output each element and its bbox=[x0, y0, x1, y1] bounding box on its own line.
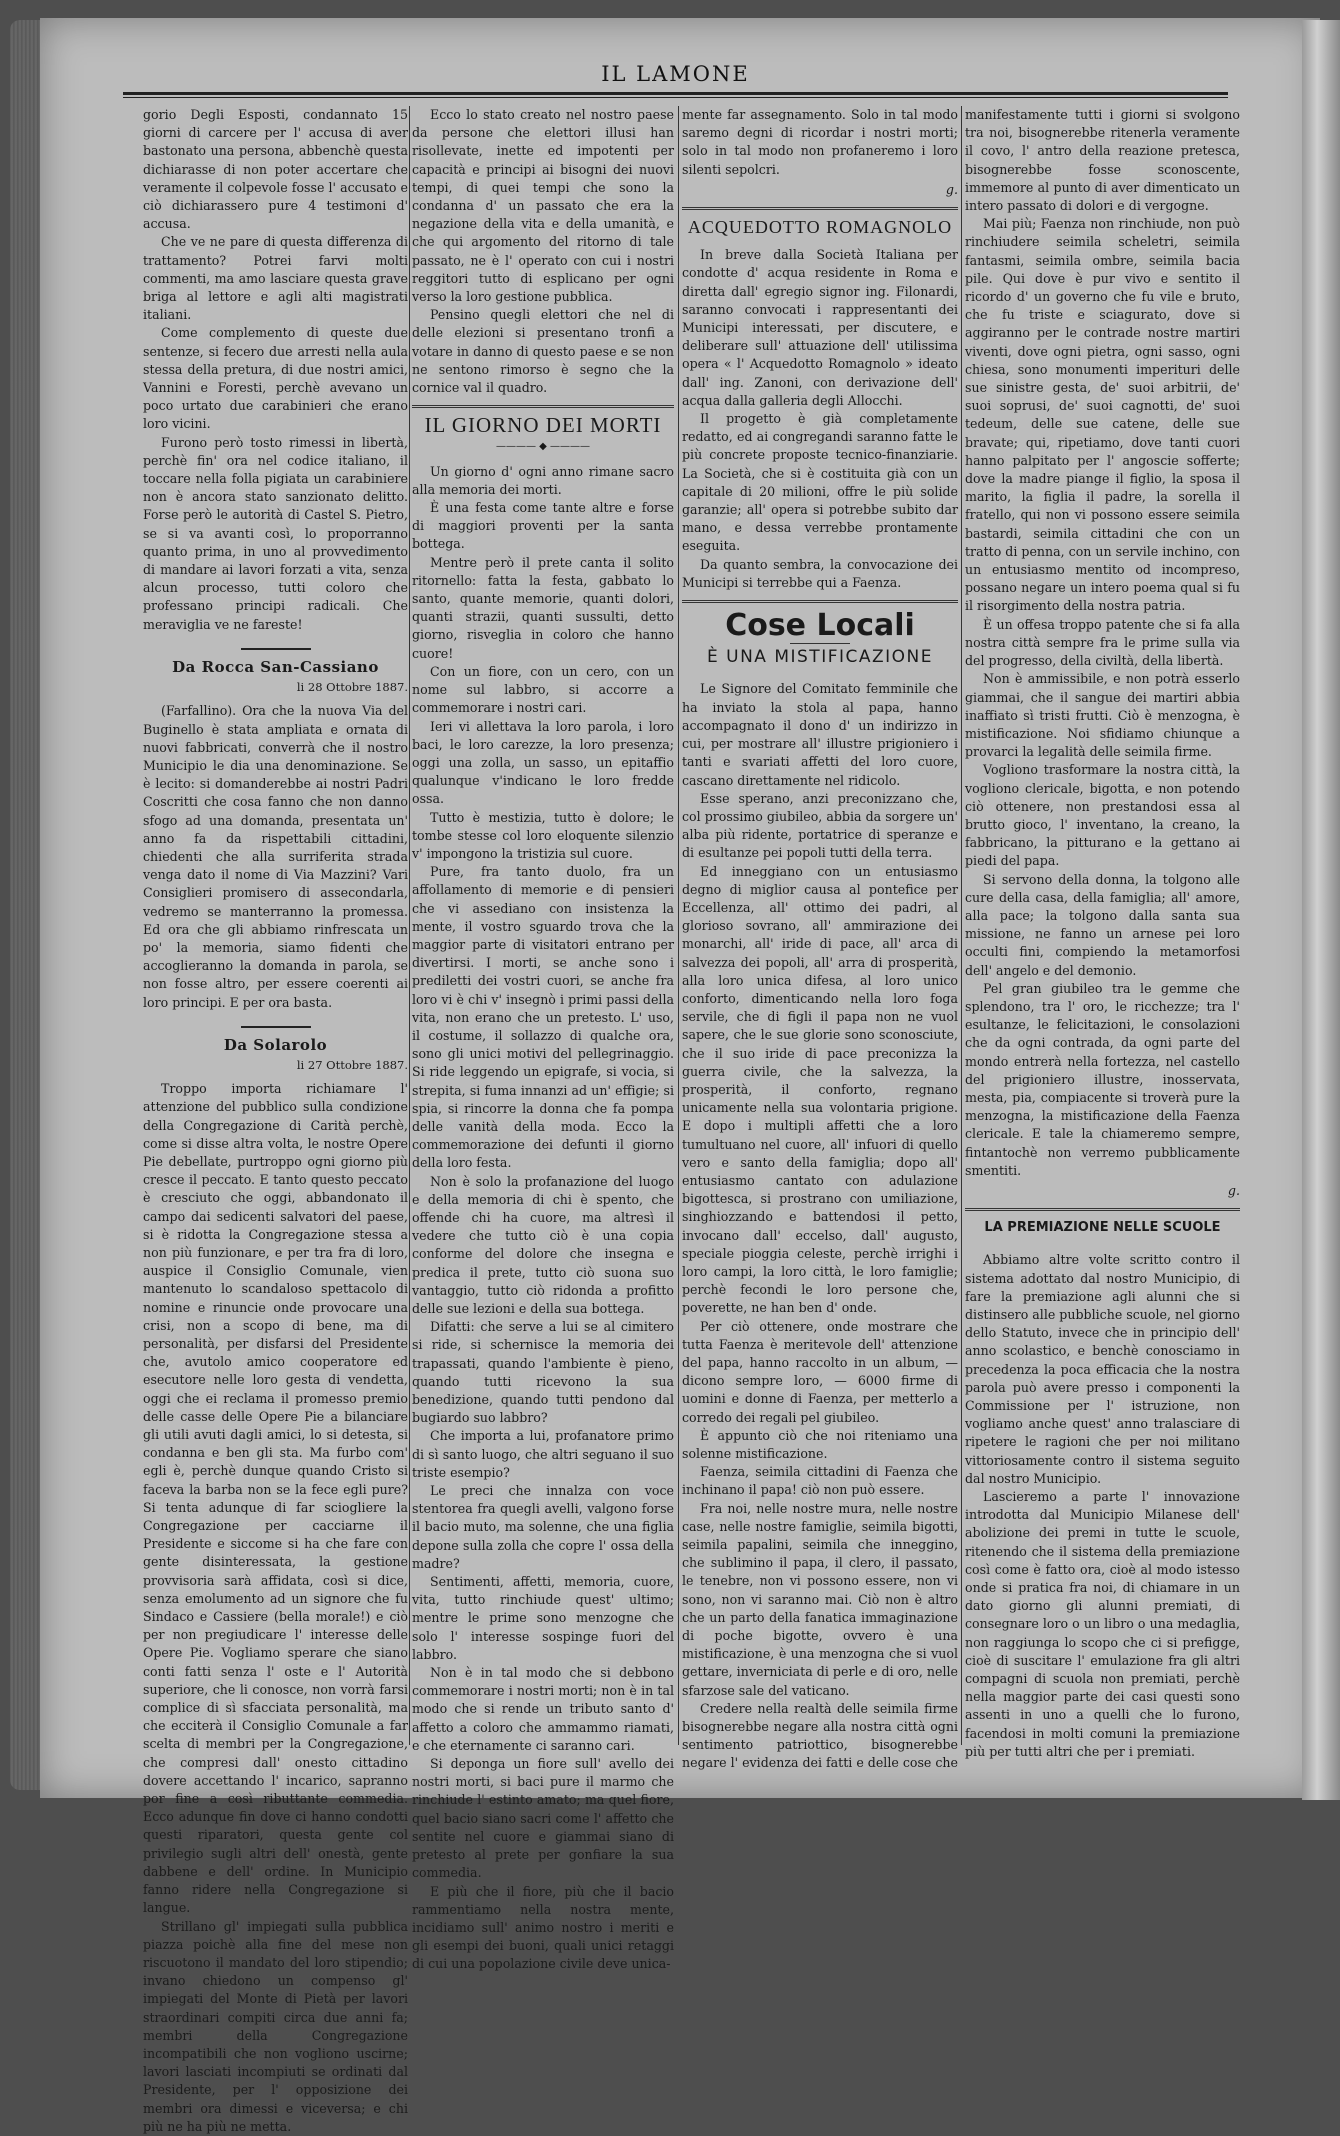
section-rule bbox=[682, 207, 958, 210]
paragraph: Pensino quegli elettori che nel di delle elezioni si presentano tronfi a votare in danno di questo paese e se non ne sentono rimorso è segno che la cornice val il quadro. bbox=[412, 307, 674, 396]
paragraph: Credere nella realtà delle seimila firme bisognerebbe negare alla nostra città ogni sentimento patriottico, bisognerebbe negare l' evidenza dei fatti e delle cose che bbox=[682, 1700, 958, 1771]
paragraph: Per ciò ottenere, onde mostrare che tutta Faenza è meritevole dell' attenzione del papa, hanno raccolto in un album, — dicono sempre loro, — 6000 firme di uomini e donne di Faenza, per metterlo a corredo dei regali pel giubileo. bbox=[682, 1318, 958, 1425]
masthead-rule bbox=[123, 92, 1228, 98]
paragraph: Le Signore del Comitato femminile che ha inviato la stola al papa, hanno accompagnato il dono d' un indirizzo in cui, per mostrare all' illustre prigioniero i tanti e svariati affetti del loro cuore, cascano direttamente nel ridicolo. bbox=[682, 681, 958, 788]
section-divider bbox=[241, 648, 311, 650]
paragraph: Come complemento di queste due sentenze, si fecero due arresti nella aula stessa della pretura, di due nostri amici, Vannini e Foresti, perchè avevano un poco urtato due carabinieri che erano loro vicini. bbox=[143, 325, 408, 432]
paragraph: È appunto ciò che noi riteniamo una solenne mistificazione. bbox=[682, 1427, 958, 1462]
rocca-heading: Da Rocca San-Cassiano bbox=[172, 657, 379, 676]
morti-heading: IL GIORNO DEI MORTI bbox=[424, 413, 662, 438]
paragraph: Strillano gl' impiegati sulla pubblica piazza poichè alla fine del mese non riscuotono il mandato del loro stipendio; invano chiedono un compenso gl' impiegati del Monte di Pietà per lavori straordinari compiti circa due anni fa; membri della Congregazione incompatibili che non vogliono uscirne; lavori lasciati incompiuti se ordinati dal Presidente, per l' opposizione dei membri ora dimessi e viceversa; e chi più ne ha più ne metta. bbox=[143, 1918, 408, 2134]
section-divider bbox=[241, 1026, 311, 1028]
paragraph: In breve dalla Società Italiana per condotte d' acqua residente in Roma e diretta dall' egregio signor ing. Filonardi, saranno convocati i rappresentanti dei Municipi interessati, per discutere, e deliberare sull' attuazione dell' utilissima opera « l' Acquedotto Romagnolo » ideato dall' ing. Zanoni, con derivazione dell' acqua dalla galleria degli Allocchi. bbox=[682, 247, 958, 408]
column-4 bbox=[965, 106, 1240, 1759]
paragraph: Sentimenti, affetti, memoria, cuore, vita, tutto rinchiude quest' ultimo; mentre le prime sono menzogne che solo l' interesse sospinge fuori del labbro. bbox=[412, 1574, 674, 1662]
acquedotto-heading: ACQUEDOTTO ROMAGNOLO bbox=[687, 217, 953, 238]
paragraph: Troppo importa richiamare l' attenzione del pubblico sulla condizione della Congregazione di Carità perchè, come si disse altra volta, le nostre Opere Pie debellate, purtroppo ogni giorno più cresce il peccato. E tanto questo peccato è cresciuto che oggi, abbandonato il campo dai sedicenti salvatori del paese, si è ridotta la Congregazione stessa a non più funzionare, e per tra fra di loro, auspice il Consiglio Comunale, vien mantenuto lo scandaloso spettacolo di nomine e rinuncie onde provocare una crisi, non a scopo di bene, ma di personalità, per disfarsi del Presidente che, avutolo amico cooperatore ed esecutore nelle loro gesta di vendetta, oggi che ei reclama il promesso premio delle casse delle Opere Pie a bilanciare gli utili avuti dagli amici, lo si detesta, si condanna e ben gli sta. Ma furbo com' egli è, perchè dunque quando Cristo si faceva la barba non se la fece egli pure? Si tenta adunque di far sciogliere la Congregazione per cacciarne il Presidente e siccome si ha che fare con gente disinteressata, la gestione provvisoria sarà affidata, così si dice, senza emolumento ad un signore che fu Sindaco e Cassiere (bella morale!) e ciò per non pregiudicare l' interesse delle Opere Pie. Vogliamo sperare che siano conti fatti senza l' oste e l' Autorità superiore, che li conosce, non vorrà farsi complice di sì sfacciata personalità, ma che ecciterà il Consiglio Comunale a far scelta di membri per la Congregazione, che compresi dall' onesto cittadino dovere accettando l' incarico, sapranno por fine a così ributtante commedia. Ecco adunque fin dove ci hanno condotti questi riparatori, questa gente col privilegio sugli altri dell' onestà, gente dabbene e dell' ordine. In Municipio fanno ridere nella Congregazione si langue. bbox=[143, 1081, 408, 1916]
rocca-dateline: li 28 Ottobre 1887. bbox=[296, 680, 408, 695]
paragraph: Lascieremo a parte l' innovazione introdotta dal Municipio Milanese dell' abolizione dei premi in tutte le scuole, ritenendo che il sistema della premiazione così come è fatto ora, cioè al modo istesso onde si pratica fra noi, di chiamare in un dato giorno gli alunni premiati, di consegnare loro o un libro o una medaglia, non raggiunga lo scopo che ci si prefigge, cioè di suscitare l' emulazione fra gli altri compagni di scuola non premiati, perchè nella maggior parte dei casi questi sono assenti in uno a quelli che lo furono, facendosi in molti comuni la premiazione più per tutti altri che per i premiati. bbox=[965, 1489, 1240, 1759]
paragraph: Un giorno d' ogni anno rimane sacro alla memoria dei morti. bbox=[412, 463, 674, 497]
signature: g. bbox=[1227, 1182, 1240, 1198]
paragraph: Fra noi, nelle nostre mura, nelle nostre case, nelle nostre famiglie, seimila bigotti, seimila papalini, seimila che inneggino, che sublimino il papa, il clero, il passato, le tenebre, non vi possono essere, non vi sono, non vi saranno mai. Ciò non è altro che un parto della fanatica immaginazione di poche bigotte, ovvero è una mistificazione, è una menzogna che si vuol gettare, inverniciata di perle e di oro, nelle sfarzose sale del vaticano. bbox=[682, 1500, 958, 1698]
paragraph: Da quanto sembra, la convocazione dei Municipi si terrebbe qui a Faenza. bbox=[682, 556, 958, 590]
facing-page-edge bbox=[1302, 20, 1340, 1800]
paragraph: Che ve ne pare di questa differenza di trattamento? Potrei farvi molti commenti, ma amo lasciare questa grave briga al lettore e agli alti magistrati italiani. bbox=[143, 234, 408, 323]
signature: g. bbox=[945, 181, 958, 197]
paragraph: Esse sperano, anzi preconizzano che, col prossimo giubileo, abbia da sorgere un' alba più ridente, portatrice di speranze e di esultanze pei popoli tutti della terra. bbox=[682, 790, 958, 861]
paragraph: gorio Degli Esposti, condannato 15 giorni di carcere per l' accusa di aver bastonato una persona, abbenchè questa dichiarasse di non poter accertare che veramente il colpevole fosse l' accusato e ciò dichiarassero pure 4 testimoni d' accusa. bbox=[143, 107, 408, 232]
paragraph: Non è ammissibile, e non potrà esserlo giammai, che il sangue dei martiri abbia inaffiato sì tristi frutti. Ciò è menzogna, è mistificazione. Noi sfidiamo chiunque a provarci la legalità delle seimila firme. bbox=[965, 671, 1240, 760]
paragraph: Ieri vi allettava la loro parola, i loro baci, le loro carezze, la loro presenza; oggi una zolla, un sasso, un epitaffio qualunque v'indicano le loro fredde ossa. bbox=[412, 718, 674, 807]
paragraph: Vogliono trasformare la nostra città, la vogliono clericale, bigotta, e non potendo ciò ottenere, non prestandosi essa al brutto gioco, l' inventano, la creano, la fabbricano, la pitturano e la gettano ai piedi del papa. bbox=[965, 762, 1240, 869]
paragraph: Ecco lo stato creato nel nostro paese da persone che elettori illusi han risollevate, inette ed impotenti per capacità e principi ai bisogni dei nuovi tempi, di quei tempi che sono la condanna d' un passato che era la negazione della vita e della umanità, e che qui argomento del ritorno di tale passato, ne è l' operato con cui i nostri reggitori tutto di esplicano per ogni verso la loro gestione pubblica. bbox=[412, 107, 674, 305]
paragraph: Faenza, seimila cittadini di Faenza che inchinano il papa! ciò non può essere. bbox=[682, 1464, 958, 1498]
paragraph: Che importa a lui, profanatore primo di sì santo luogo, che altri seguano il suo triste esempio? bbox=[412, 1428, 674, 1480]
paragraph: Con un fiore, con un cero, con un nome sul labbro, si accorre a commemorare i nostri cari. bbox=[412, 663, 674, 716]
paragraph: Il progetto è già completamente redatto, ed ai congregandi saranno fatte le più concrete proposte tecnico-finanziarie. La Società, che si è costituita già con un capitale di 20 milioni, offre le più solide garanzie; all' opera si potrebbe subito dar mano, e dessa verrebbe prontamente eseguita. bbox=[682, 411, 958, 554]
solarolo-dateline: li 27 Ottobre 1887. bbox=[296, 1057, 408, 1072]
solarolo-heading: Da Solarolo bbox=[223, 1035, 328, 1054]
section-rule bbox=[412, 405, 674, 408]
column-divider bbox=[678, 106, 679, 1745]
section-rule bbox=[965, 1208, 1240, 1211]
paragraph: Non è solo la profanazione del luogo e della memoria di chi è spento, che offende chi ha cuore, ma altresì il vedere che tutto ciò è una copia conforme del dolore che insegna e predica il prete, tutto ciò suona suo vantaggio, tutto ciò ridonda a profitto delle sue lezioni e della sua bottega. bbox=[412, 1173, 674, 1316]
paragraph: È un offesa troppo patente che si fa alla nostra città sempre fra le prime sulla via del progresso, della civiltà, della libertà. bbox=[965, 616, 1240, 669]
paragraph: manifestamente tutti i giorni si svolgono tra noi, bisognerebbe ritenerla veramente il covo, l' antro della reazione pretesca, bisognerebbe fosse sconoscente, immemore al punto di aver dimenticato un intero passato di dolori e di vergogne. bbox=[965, 107, 1240, 214]
masthead: IL LAMONE bbox=[601, 62, 750, 86]
column-divider bbox=[961, 106, 962, 1745]
premiazione-heading: LA PREMIAZIONE NELLE SCUOLE bbox=[984, 1220, 1221, 1236]
paragraph: Non è in tal modo che si debbono commemorare i nostri morti; non è in tal modo che si rende un tributo santo d' affetto a coloro che ammammo riamati, e che eternamente ci saranno cari. bbox=[412, 1665, 674, 1753]
paragraph: Abbiamo altre volte scritto contro il sistema adottato dal nostro Municipio, di fare la premiazione agli alunni che si distinsero alle pubbliche scuole, nel giorno dello Statuto, invece che in principio dell' anno scolastico, e benchè conosciamo in precedenza la poca efficacia che la nostra parola può avere presso i componenti la Commissione per l' istruzione, non vogliamo anche quest' anno tralasciare di ripetere le ragioni che per noi militano vittoriosamente contro il sistema seguito dal nostro Municipio. bbox=[965, 1252, 1240, 1486]
paragraph: Mentre però il prete canta il solito ritornello: fatta la festa, gabbato lo santo, quante memorie, quanti dolori, quanti strazii, quanti sussulti, detto giorno, risveglia in coloro che hanno cuore! bbox=[412, 554, 674, 661]
paragraph: (Farfallino). Ora che la nuova Via del Buginello è stata ampliata e ornata di nuovi fabbricati, converrà che il nostro Municipio le dia una denominazione. Se è lecito: si domanderebbe ai nostri Padri Coscritti che cosa fanno che non danno sfogo ad una domanda, presentata un' anno fa da rispettabili cittadini, chiedenti che alla surriferita strada venga dato il nome di Via Mazzini? Vari Consiglieri promisero di assecondarla, vedremo se manterranno la promessa. Ed ora che gli abbiamo rinfrescata un po' la memoria, siamo fidenti che accoglieranno la domanda in parola, se non fosse altro, per essere coerenti ai loro principi. E per ora basta. bbox=[143, 703, 408, 1010]
paragraph: Furono però tosto rimessi in libertà, perchè fin' ora nel codice italiano, il toccare nella folla pigiata un carabiniere non è ancora stato sanzionato delitto. Forse però le autorità di Castel S. Pietro, se si va avanti così, lo proporranno quanto prima, in uno al provvedimento di mandare ai lavori forzati a vita, senza alcun processo, tutti coloro che professano principi radicali. Che meraviglia ve ne fareste! bbox=[143, 434, 408, 632]
paragraph: Si deponga un fiore sull' avello dei nostri morti, si baci pure il marmo che rinchiude l' estinto amato; ma quel fiore, quel bacio siano sacri come l' affetto che sentite nel cuore e giammai siano di pretesto al prete per gonfiare la sua commedia. bbox=[412, 1756, 674, 1881]
cose-locali-heading: Cose Locali bbox=[725, 608, 915, 644]
paragraph: Difatti: che serve a lui se al cimitero si ride, si schernisce la memoria dei trapassati, quando l'ambiente è pieno, quando tutti ricevono la sua benedizione, quando tutti pendono dal bugiardo suo labbro? bbox=[412, 1319, 674, 1426]
paragraph: È una festa come tante altre e forse di maggiori proventi per la santa bottega. bbox=[412, 500, 674, 552]
paragraph: Si servono della donna, la tolgono alle cure della casa, della famiglia; all' amore, alla pace; la tolgono dalla santa sua missione, ne fanno un arnese pei loro occulti fini, compiendo la metamorfosi dell' angelo e del demonio. bbox=[965, 871, 1240, 978]
paragraph: mente far assegnamento. Solo in tal modo saremo degni di ricordar i nostri morti; solo in tal modo non profaneremo i loro silenti sepolcri. bbox=[682, 107, 958, 177]
paragraph: Mai più; Faenza non rinchiude, non può rinchiudere seimila scheletri, seimila fantasmi, seimila ombre, seimila bacia pile. Qui dove è pur vivo e sentito il ricordo d' un governo che fu vile e bruto, che fu triste e sciagurato, dove si aggiranno per le contrade nostre martiri viventi, dove ogni pietra, ogni sasso, ogni chiesa, sono monumenti imperituri delle sue sinistre gesta, de' suoi arbitrii, de' suoi soprusi, de' suoi cagnotti, de' suoi tedeum, delle sue catene, delle sue bravate; qui, ripetiamo, dove tanti cuori hanno palpitato per l' angoscie sofferte; dove la madre piange il figlio, la sposa il marito, la figlia il padre, la sorella il fratello, qui non vi possono essere seimila bastardi, seimila cittadini che con un tratto di penna, con un servile inchino, con un entusiasmo mentito od incompreso, possano negare un intero poema qual si fu il risorgimento della nostra patria. bbox=[965, 216, 1240, 614]
heading-underline bbox=[790, 643, 850, 644]
column-1 bbox=[143, 106, 408, 2134]
paragraph: Le preci che innalza con voce stentorea fra quegli avelli, valgono forse il bacio muto, ma solenne, che una figlia depone sulla zolla che copre l' ossa della madre? bbox=[412, 1483, 674, 1571]
column-2 bbox=[412, 106, 674, 1972]
column-divider bbox=[409, 106, 410, 1745]
paragraph: Ed inneggiano con un entusiasmo degno di miglior causa al pontefice per Eccellenza, all' ottimo dei padri, al glorioso sovrano, all' ammirazione dei monarchi, all' iride di pace, all' arca di salvezza dei popoli, all' arra di prosperità, alla loro unica difesa, al loro unico conforto, dimenticando nella loro foga servile, che di figli il papa non ne vuol sapere, che le sue glorie sono sconosciute, che il suo iride di pace preconizza la guerra civile, che la salvezza, la prosperità, il conforto, regnano unicamente nella sua volontaria prigione. E dopo i multipli affetti che a loro tumultuano nel cuore, all' infuori di quello vero e santo della famiglia; dopo all' entusiasmo cantato con adulazione bigottesca, si prostrano con umiliazione, singhiozzando e battendosi il petto, invocano dall' eccelso, dall' augusto, speciale pioggia celeste, perchè irrighi i loro campi, la loro città, le loro famiglie; perchè fecondi le loro persone che, poverette, ne han ben d' onde. bbox=[682, 863, 958, 1316]
section-rule bbox=[682, 600, 958, 603]
paragraph: Tutto è mestizia, tutto è dolore; le tombe stesse col loro eloquente silenzio v' impongono la tristizia sul cuore. bbox=[412, 809, 674, 861]
heading-flourish: ———— ◆ ———— bbox=[495, 441, 591, 453]
paragraph: Pel gran giubileo tra le gemme che splendono, tra l' oro, le ricchezze; tra l' esultanze, le felicitazioni, le consolazioni che da ogni contrada, da ogni parte del mondo entrerà nella fortezza, nel castello del prigioniero illustre, inosservata, mesta, pia, compiacente si troverà pure la menzogna, la mistificazione della Faenza clericale. E tale la chiameremo sempre, fintantochè non verremo pubblicamente smentiti. bbox=[965, 980, 1240, 1178]
paragraph: Pure, fra tanto duolo, fra un affollamento di memorie e di pensieri che vi assediano con insistenza la mente, il vostro sguardo trova che la maggior parte di visitatori entrano per divertirsi. I morti, se anche sono i prediletti dei vostri cuori, se anche fra loro vi è chi v' insegnò i primi passi della vita, non erano che un pretesto. L' uso, il costume, il sollazzo di qualche ora, sono gli unici motivi del pellegrinaggio. Si ride leggendo un epigrafe, si vocia, si strepita, si fuma innanzi ad un' effigie; si spia, si rincorre la donna che fa pompa delle vanità della moda. Ecco la commemorazione dei defunti il giorno della loro festa. bbox=[412, 864, 674, 1171]
mistificazione-heading: È UNA MISTIFICAZIONE bbox=[707, 647, 933, 668]
column-3 bbox=[682, 106, 958, 1771]
paragraph: E più che il fiore, più che il bacio rammentiamo nella nostra mente, incidiamo sull' animo nostro i meriti e gli esempi dei buoni, quali unici retaggi di cui una popolazione civile deve unica- bbox=[412, 1883, 674, 1972]
